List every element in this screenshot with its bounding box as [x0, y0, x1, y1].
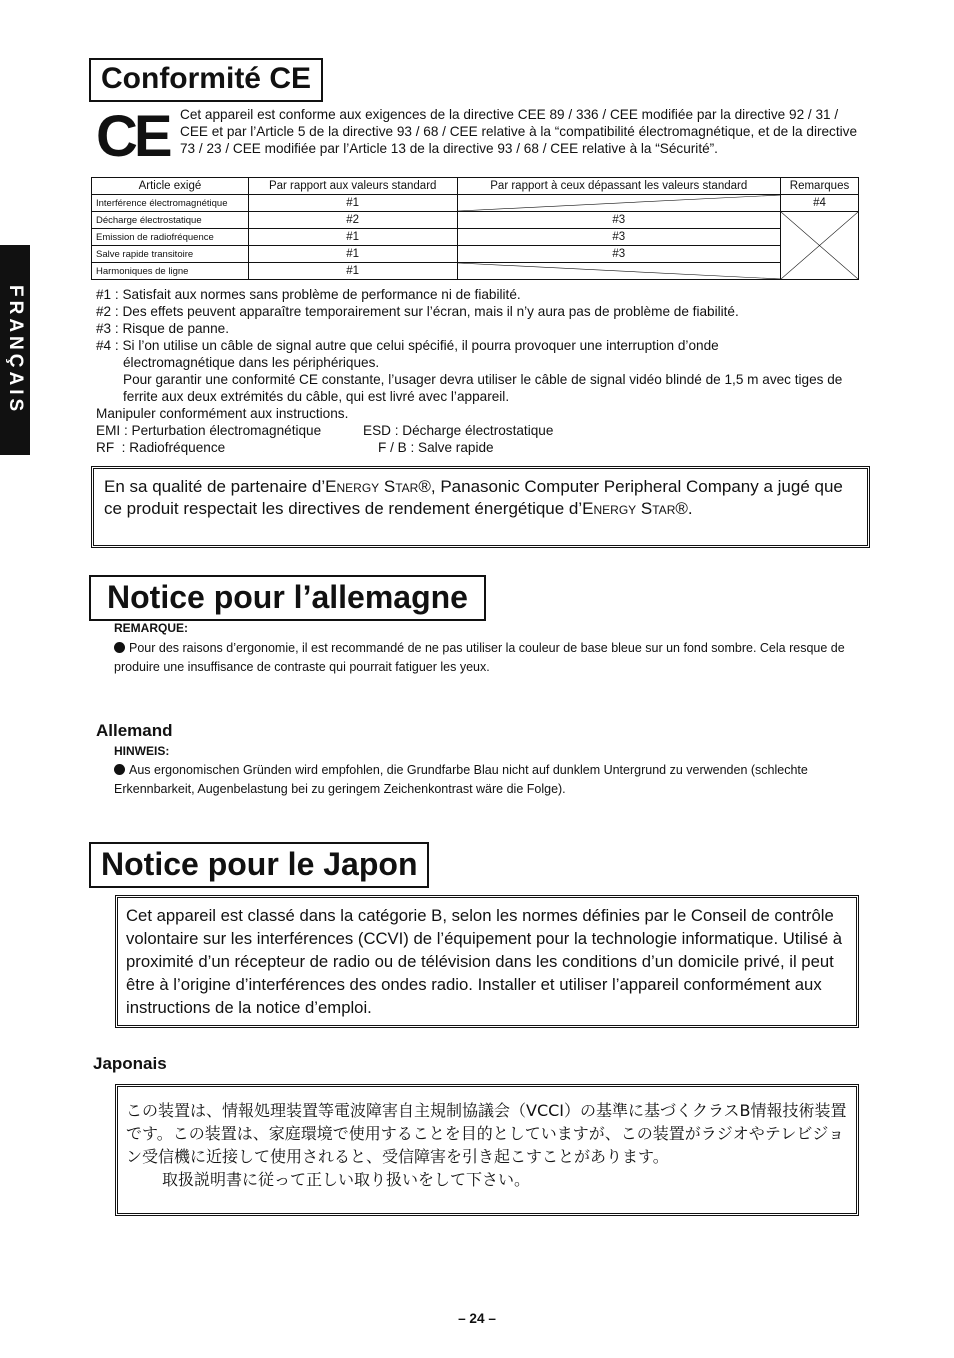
table-cell: #2 — [248, 212, 457, 229]
table-cell: #3 — [457, 212, 780, 229]
abbreviation-row — [96, 422, 876, 439]
japanese-text-2: 取扱説明書に従って正しい取り扱いをして下さい。 — [162, 1170, 531, 1189]
hinweis-bullet — [114, 761, 854, 799]
abbreviation: RF : Radiofréquence — [96, 440, 226, 455]
ce-mark-logo: CE — [96, 104, 169, 169]
heading-notice-japon: Notice pour le Japon — [89, 842, 429, 888]
table-header: Article exigé — [92, 178, 249, 195]
hinweis-text: Aus ergonomischen Gründen wird empfohlen, die Grundfarbe Blau nicht auf dunklem Untergrund zu verwenden (schlechte Erkennbarkeit, Augenbelastung bei zu geringem Zeichenkontrast wäre die Folge). — [114, 763, 808, 796]
heading-conformite-ce: Conformité CE — [89, 58, 323, 102]
table-cell: #1 — [248, 246, 457, 263]
table-cell: #3 — [457, 246, 780, 263]
side-tab-label: FRANÇAIS — [5, 284, 26, 416]
table-row — [92, 195, 859, 212]
table-cell-label: Décharge électrostatique — [92, 212, 249, 229]
japon-notice-box: Cet appareil est classé dans la catégorie B, selon les normes définies par le Conseil de contrôle volontaire sur les interférences (CCVI) de l’équipement pour la technologie informatique. Utilisé à proximité d’un récepteur de radio ou de télévision dans les conditions d’un domicile privé, il peut être à l’origine d’interférences des ondes radio. Installer et utiliser l’appareil conformément aux instructions de la notice d’emploi. — [115, 895, 859, 1028]
table-header: Remarques — [780, 178, 858, 195]
handling-note: Manipuler conformément aux instructions. — [96, 406, 349, 421]
language-side-tab — [0, 245, 30, 455]
ce-notes — [96, 286, 876, 456]
table-header-row — [92, 178, 859, 195]
energy-star-brand: Energy Star — [582, 499, 676, 518]
table-cell: #1 — [248, 263, 457, 280]
remarque-text: Pour des raisons d’ergonomie, il est recommandé de ne pas utiliser la couleur de base bleue sur un fond sombre. Cela resque de produire une insuffisance de contraste qui pourrait fatiguer les yeux. — [114, 641, 845, 674]
abbreviation: EMI : Perturbation électromagnétique — [96, 423, 322, 438]
note-4: #4 : Si l’on utilise un câble de signal autre que celui spécifié, il pourra provoquer une interruption d’onde — [96, 338, 719, 353]
energy-text: ®. — [675, 499, 693, 518]
bullet-icon — [114, 764, 125, 775]
table-row — [92, 246, 859, 263]
table-cell-label: Interférence électromagnétique — [92, 195, 249, 212]
japanese-text: この装置は、情報処理装置等電波障害自主規制協議会（VCCI）の基準に基づくクラスB情報技術装置です。この装置は、家庭環境で使用することを目的としていますが、この装置がラジオやテレビジョン受信機に近接して使用されると、受信障害を引き起こすことがあります。 — [126, 1101, 847, 1166]
note-1: #1 : Satisfait aux normes sans problème de performance ni de fiabilité. — [96, 287, 521, 302]
table-row — [92, 263, 859, 280]
table-cell: #3 — [457, 229, 780, 246]
heading-notice-allemagne: Notice pour l’allemagne — [89, 575, 486, 621]
table-cell-crossed — [780, 212, 858, 280]
abbreviation: ESD : Décharge électrostatique — [363, 423, 554, 438]
abbreviation: F / B : Salve rapide — [378, 440, 494, 455]
energy-star-box — [91, 466, 870, 548]
diagonal-line — [458, 195, 780, 211]
bullet-icon — [114, 642, 125, 653]
allemand-heading: Allemand — [96, 721, 173, 740]
remarque-label: REMARQUE: — [114, 621, 188, 635]
note-4-extra: Pour garantir une conformité CE constante, l’usager devra utiliser le câble de signal vidéo blindé de 1,5 m avec tiges de ferrite aux deux extrémités du câble, qui est livré avec l’appareil. — [123, 372, 843, 404]
japonais-heading: Japonais — [93, 1054, 167, 1073]
table-cell: #1 — [248, 229, 457, 246]
hinweis-label: HINWEIS: — [114, 744, 170, 758]
energy-star-brand: Energy Star — [325, 477, 419, 496]
table-cell-label: Harmoniques de ligne — [92, 263, 249, 280]
page-number: – 24 – — [458, 1311, 496, 1326]
table-cell-crossed — [457, 263, 780, 280]
cross-mark — [781, 212, 858, 279]
diagonal-line — [458, 263, 780, 279]
table-header: Par rapport à ceux dépassant les valeurs standard — [457, 178, 780, 195]
table-cell: #4 — [780, 195, 858, 212]
note-2: #2 : Des effets peuvent apparaître temporairement sur l’écran, mais il n’y aura pas de problème de fiabilité. — [96, 304, 739, 319]
ce-compliance-table — [91, 177, 859, 280]
table-row — [92, 229, 859, 246]
table-header: Par rapport aux valeurs standard — [248, 178, 457, 195]
table-row — [92, 212, 859, 229]
note-3: #3 : Risque de panne. — [96, 321, 230, 336]
table-cell-label: Emission de radiofréquence — [92, 229, 249, 246]
japanese-notice-box — [115, 1084, 859, 1216]
table-cell-label: Salve rapide transitoire — [92, 246, 249, 263]
energy-text: En sa qualité de partenaire d’ — [104, 477, 326, 496]
ce-intro-text: Cet appareil est conforme aux exigences de la directive CEE 89 / 336 / CEE modifiée par la directive 92 / 31 / CEE et par l’Article 5 de la directive 93 / 68 / CEE relative à la “compatibilité électromagnétique, et de la directive 73 / 23 / CEE modifiée par l’Article 13 de la directive 93 / 68 / CEE relative à la “Sécurité”. — [180, 107, 857, 156]
note-4-continued: électromagnétique dans les périphériques. — [123, 355, 380, 370]
table-cell: #1 — [248, 195, 457, 212]
remarque-bullet — [114, 639, 854, 677]
energy-text: ®, Panasonic Computer Peripheral Company a jugé que ce produit respectait les directives de rendement énergétique d’ — [104, 477, 843, 518]
abbreviation-row — [96, 439, 876, 456]
table-cell-crossed — [457, 195, 780, 212]
